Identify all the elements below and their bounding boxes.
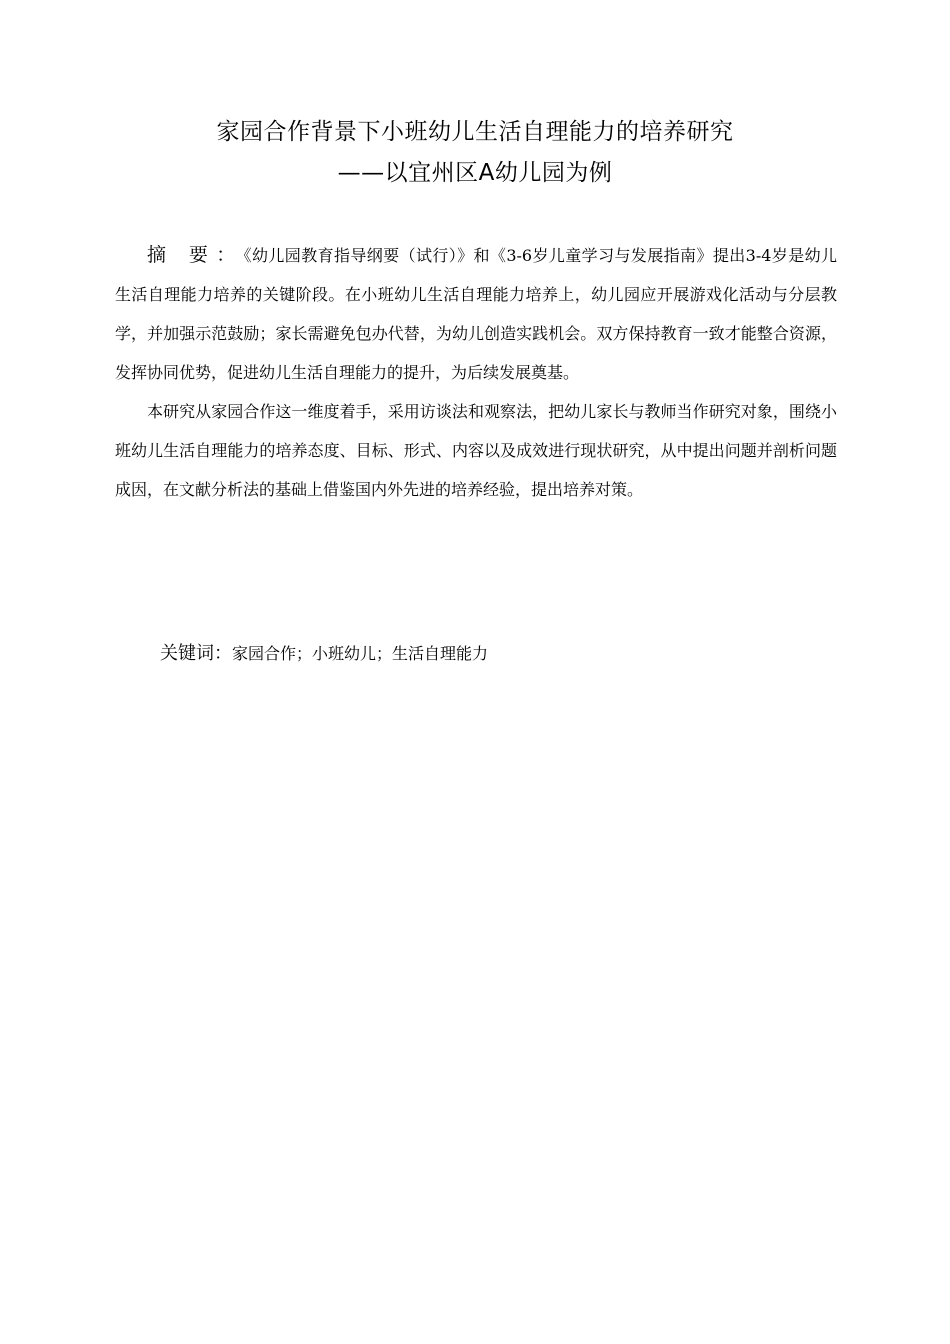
abstract-text-1: 《幼儿园教育指导纲要（试行）》和《3-6岁儿童学习与发展指南》提出3-4岁是幼儿生活自理能力培养的关键阶段。在小班幼儿生活自理能力培养上，幼儿园应开展游戏化活动与分层教学，并加强示范鼓励；家长需避免包办代替，为幼儿创造实践机会。双方保持教育一致才能整合资源，发挥协同优势，促进幼儿生活自理能力的提升，为后续发展奠基。: [115, 246, 837, 382]
title-main: 家园合作背景下小班幼儿生活自理能力的培养研究: [216, 119, 734, 145]
abstract-paragraph-1: [115, 236, 837, 392]
abstract-paragraph-2: 本研究从家园合作这一维度着手，采用访谈法和观察法，把幼儿家长与教师当作研究对象，围绕小班幼儿生活自理能力的培养态度、目标、形式、内容以及成效进行现状研究，从中提出问题并剖析问题成因，在文献分析法的基础上借鉴国内外先进的培养经验，提出培养对策。: [115, 402, 837, 499]
abstract-label: 摘 要：: [147, 244, 244, 266]
keywords-label: 关键词：: [160, 643, 232, 664]
keywords-section: [160, 638, 840, 670]
title-subtitle: ——以宜州区A幼儿园为例: [337, 160, 613, 186]
paper-title: [0, 112, 950, 194]
keywords-value: 家园合作；小班幼儿；生活自理能力: [232, 644, 489, 663]
abstract-section: [115, 236, 837, 509]
